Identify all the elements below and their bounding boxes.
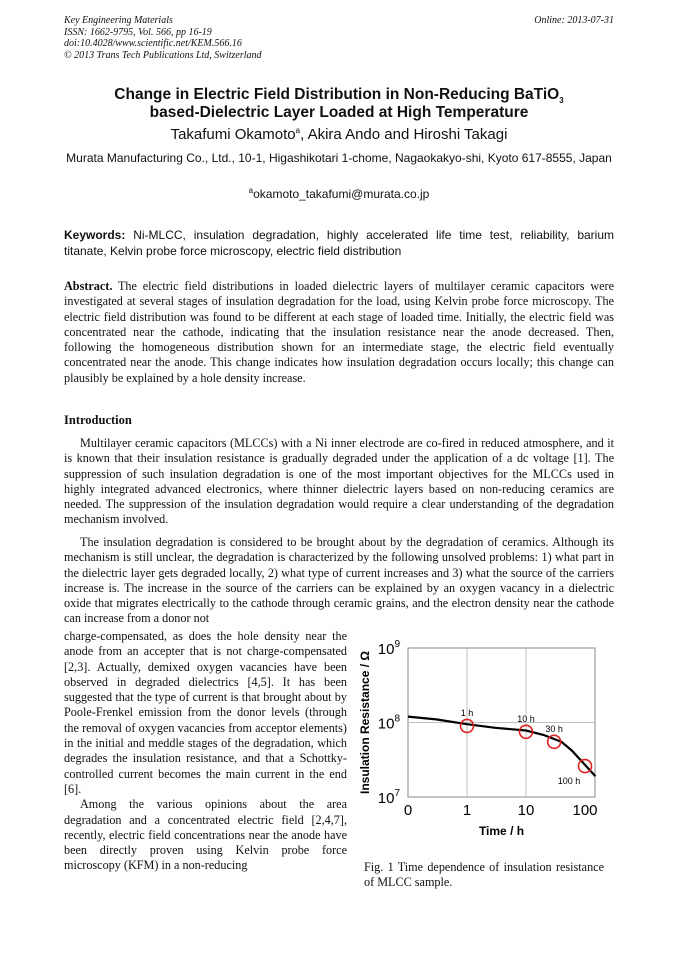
left-column	[64, 629, 347, 874]
email-sup: a	[248, 186, 254, 195]
marker-label: 100 h	[557, 776, 581, 787]
keywords	[64, 228, 614, 259]
email	[64, 187, 614, 201]
doi: doi:10.4028/www.scientific.net/KEM.566.16	[64, 38, 242, 49]
author-1-sup: a	[295, 126, 301, 135]
intro-paragraph-2: The insulation degradation is considered to be brought about by the degradation of ceramics. Although its mechanism is still unclear, the degradation is characterized by the following unsolved problems: 1) what part in the dielectric layer gets degraded locally, 2) what type of current increases and 3) what the source of the carriers increase is. The increase in the source of the carriers can be explained by an oxygen vacancy in a dielectric oxide that migrates electrically to the cathode through ceramic grains, and the electron density near the cathode can increase from a donor not	[64, 535, 614, 626]
title-subscript: 3	[559, 96, 564, 106]
intro-paragraph-1: Multilayer ceramic capacitors (MLCCs) with a Ni inner electrode are co-fired in reduced atmosphere, and it is known that their insulation resistance is gradually degraded under the application of a dc voltage [1]. The suppression of such insulation degradation is one of the most important objectives for the MLCCs used in highly integrated advanced electronics, where thinner dielectric layers based on non-reducing ceramics are needed. The suppression of the insulation degradation would require a clear understanding of the degradation mechanism involved.	[64, 436, 614, 527]
y-axis-label: Insulation Resistance / Ω	[358, 651, 372, 794]
section-heading-introduction: Introduction	[64, 413, 132, 427]
abstract-label: Abstract.	[64, 279, 113, 293]
intro-paragraph-3: Among the various opinions about the area degradation and a concentrated electric field [2,4,7], recently, electric field concentrations near the anode have been directly proven using Kelvin probe force microscopy (KFM) in a non-reducing	[64, 797, 347, 873]
paper-title	[64, 86, 614, 122]
marker-label: 30 h	[545, 723, 563, 734]
figure-1	[355, 635, 617, 835]
x-axis-label: Time / h	[478, 824, 525, 835]
authors	[64, 126, 614, 143]
y-tick-label: $10^7$	[377, 788, 400, 807]
x-tick-label: 100	[572, 802, 598, 819]
other-authors: , Akira Ando and Hiroshi Takagi	[300, 126, 508, 143]
title-line1: Change in Electric Field Distribution in Non-Reducing BaTiO	[114, 86, 560, 103]
keywords-label: Keywords:	[64, 228, 126, 242]
email-address[interactable]: okamoto_takafumi@murata.co.jp	[253, 187, 430, 201]
affiliation: Murata Manufacturing Co., Ltd., 10-1, Higashikotari 1-chome, Nagaokakyo-shi, Kyoto 617-8555, Japan	[66, 151, 612, 165]
journal-name: Key Engineering Materials	[64, 15, 173, 26]
x-tick-label: 10	[517, 802, 535, 819]
intro-paragraph-2-cont: charge-compensated, as does the hole density near the anode from an accepter that is not charge-compensated [2,3]. Actually, demixed oxygen vacancies have been observed in degraded dielectrics [4,5]. It has been suggested that the type of current is that brought about by Poole-Frenkel emission from the donor levels (through the removal of oxygen vacancies from acceptor elements) in the initial and meddle stages of the degradation, which degrades the insulation resistance, and that a Schottky-controlled current becomes the main current in the end [6].	[64, 629, 347, 796]
issn: ISSN: 1662-9795, Vol. 566, pp 16-19	[64, 26, 212, 38]
marker-label: 10 h	[517, 713, 535, 724]
copyright: © 2013 Trans Tech Publications Ltd, Switzerland	[64, 49, 262, 61]
author-1: Takafumi Okamoto	[170, 126, 296, 143]
figure-caption: Fig. 1 Time dependence of insulation resistance of MLCC sample.	[364, 860, 604, 890]
resistance-chart	[355, 635, 617, 835]
abstract	[64, 279, 614, 386]
journal-header	[64, 15, 262, 61]
x-tick-label: 1	[462, 802, 472, 819]
x-tick-label: 0	[403, 802, 413, 819]
abstract-text: The electric field distributions in loaded dielectric layers of multilayer ceramic capacitors were investigated at several stages of insulation degradation for the load, using Kelvin probe force microscopy. The electric field distribution was found to be different at each stage of loaded time. Initially, the electric field was concentrated near the cathode, indicating that the insulation resistance near the anode decreased. Then, following the homogeneous distribution shown for an intermediate stage, the electric field eventually concentrated near the anode. This change indicates how insulation degradation occurs locally; this change can plausibly be explained by a hole density increase.	[64, 279, 614, 385]
y-tick-label: $10^8$	[377, 713, 400, 733]
marker-label: 1 h	[460, 707, 474, 718]
keywords-text: Ni-MLCC, insulation degradation, highly accelerated life time test, reliability, barium titanate, Kelvin probe force microscopy, electric field distribution	[64, 228, 614, 258]
online-date: Online: 2013-07-31	[534, 15, 614, 26]
title-line2: based-Dielectric Layer Loaded at High Temperature	[149, 104, 529, 121]
y-tick-label: $10^9$	[377, 639, 400, 658]
